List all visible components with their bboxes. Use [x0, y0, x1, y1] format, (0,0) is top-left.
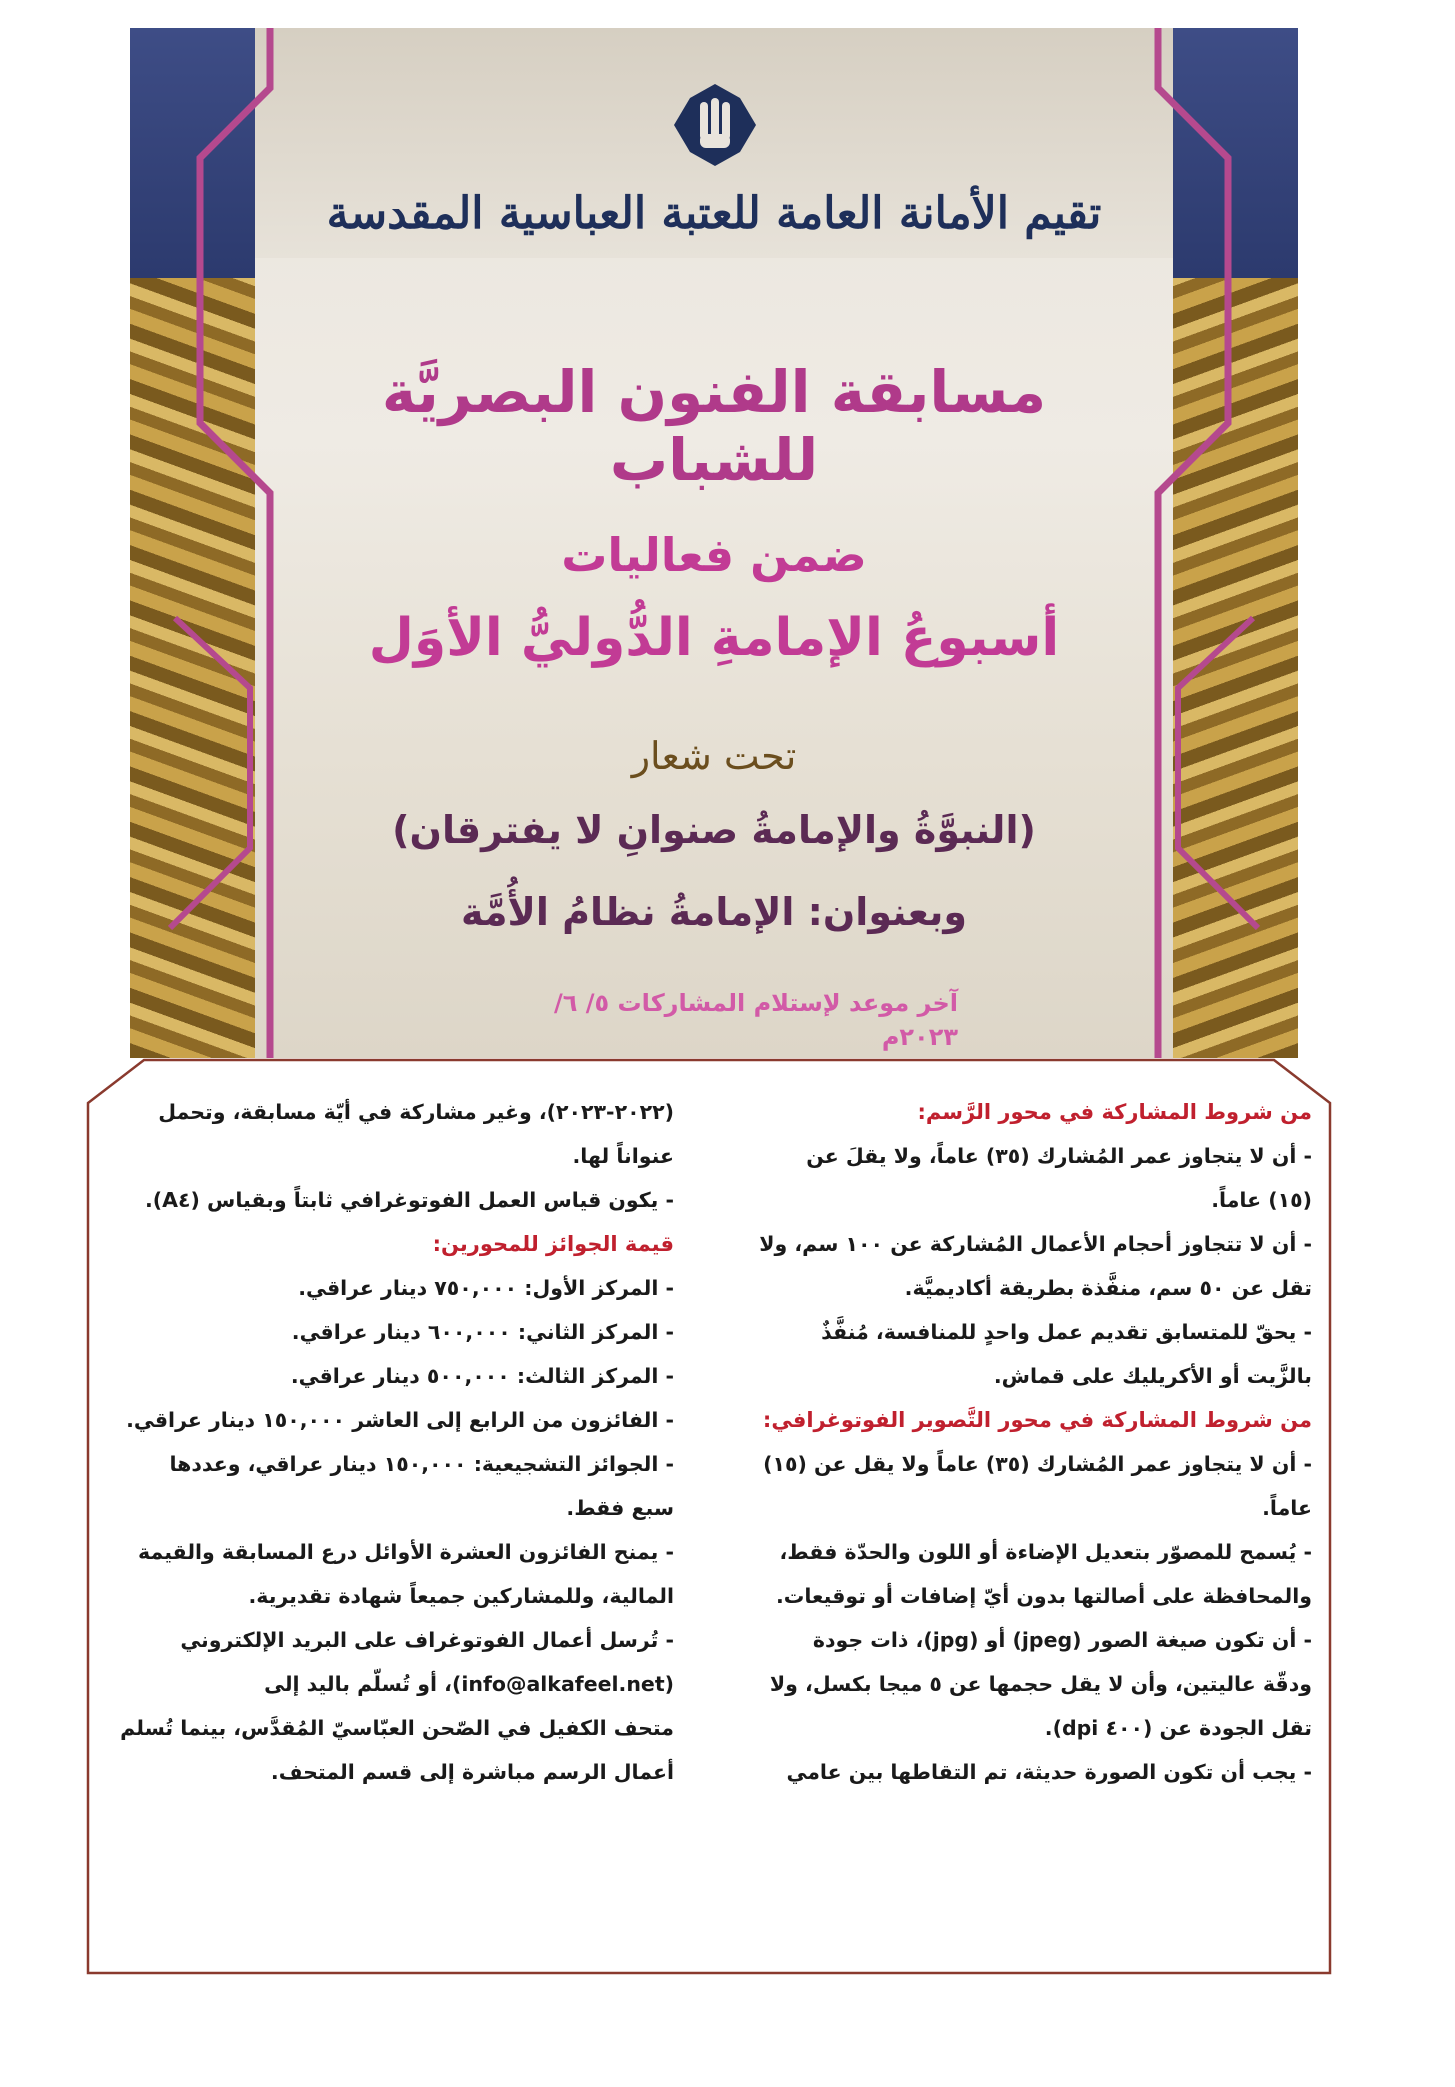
condition-line: - يمنح الفائزون العشرة الأوائل درع المسابقة والقيمة	[138, 1540, 674, 1564]
condition-line: - المركز الأول: ٧٥٠,٠٠٠ دينار عراقي.	[298, 1276, 674, 1300]
section-heading: من شروط المشاركة في محور التَّصوير الفوتوغرافي:	[762, 1408, 1312, 1432]
condition-line: - يحقّ للمتسابق تقديم عمل واحدٍ للمنافسة، مُنفَّذٌ	[821, 1320, 1312, 1344]
section-heading: من شروط المشاركة في محور الرَّسم:	[917, 1100, 1312, 1124]
condition-line: متحف الكفيل في الصّحن العبّاسيّ المُقدَّس، بينما تُسلم	[120, 1716, 674, 1740]
condition-line: - أن لا يتجاوز عمر المُشارك (٣٥) عاماً، ولا يقلَ عن	[806, 1144, 1312, 1168]
condition-line: بالزَّيت أو الأكريليك على قماش.	[993, 1364, 1312, 1388]
condition-line: - المركز الثالث: ٥٠٠,٠٠٠ دينار عراقي.	[290, 1364, 674, 1388]
right-column	[744, 1090, 1312, 1794]
condition-line: (١٥) عاماً.	[1211, 1188, 1312, 1212]
left-column	[106, 1090, 674, 1794]
subtitle-within: ضمن فعاليات	[561, 528, 867, 582]
condition-line: أعمال الرسم مباشرة إلى قسم المتحف.	[270, 1760, 674, 1784]
condition-line: - أن لا تتجاوز أحجام الأعمال المُشاركة عن ١٠٠ سم، ولا	[759, 1232, 1312, 1256]
condition-line: (٢٠٢٢-٢٠٢٣)، وغير مشاركة في أيّة مسابقة، وتحمل	[158, 1100, 674, 1124]
condition-line: (info@alkafeel.net)، أو تُسلّم باليد إلى	[264, 1672, 674, 1696]
condition-line: - الفائزون من الرابع إلى العاشر ١٥٠,٠٠٠ دينار عراقي.	[126, 1408, 674, 1432]
condition-line: - الجوائز التشجيعية: ١٥٠,٠٠٠ دينار عراقي، وعددها	[169, 1452, 674, 1476]
condition-line: تقل عن ٥٠ سم، منفَّذة بطريقة أكاديميَّة.	[904, 1276, 1312, 1300]
condition-line: - يُسمح للمصوّر بتعديل الإضاءة أو اللون والحدّة فقط،	[779, 1540, 1312, 1564]
page-title: مسابقة الفنون البصريَّة للشباب	[381, 358, 1047, 494]
frame-line-right	[1158, 28, 1228, 1058]
slogan-text: (النبوَّةُ والإمامةُ صنوانِ لا يفترقان)	[392, 808, 1036, 852]
condition-line: - أن لا يتجاوز عمر المُشارك (٣٥) عاماً ولا يقل عن (١٥)	[763, 1452, 1312, 1476]
section-heading: قيمة الجوائز للمحورين:	[432, 1232, 674, 1256]
condition-line: والمحافظة على أصالتها بدون أيّ إضافات أو توقيعات.	[775, 1584, 1312, 1608]
condition-line: - تُرسل أعمال الفوتوغراف على البريد الإلكتروني	[180, 1628, 674, 1652]
condition-line: ودقّة عاليتين، وأن لا يقل حجمها عن ٥ ميجا بكسل، ولا	[769, 1672, 1312, 1696]
deadline-date: آخر موعد لإستلام المشاركات ٥/ ٦/ ٢٠٢٣م	[554, 989, 958, 1051]
condition-line: - يجب أن تكون الصورة حديثة، تم التقاطها بين عامي	[786, 1760, 1312, 1784]
condition-line: عنواناً لها.	[572, 1144, 674, 1168]
conditions-content	[106, 1090, 1312, 1970]
condition-line: سبع فقط.	[566, 1496, 674, 1520]
condition-line: - المركز الثاني: ٦٠٠,٠٠٠ دينار عراقي.	[291, 1320, 674, 1344]
poster-banner	[130, 28, 1298, 1058]
header-organization: تقيم الأمانة العامة للعتبة العباسية المقدسة	[326, 188, 1102, 239]
condition-line: المالية، وللمشاركين جميعاً شهادة تقديرية.	[248, 1584, 674, 1608]
condition-line: عاماً.	[1262, 1496, 1312, 1520]
frame-bracket-right	[1178, 618, 1258, 928]
frame-bracket-left	[170, 618, 250, 928]
slogan-label: تحت شعار	[631, 734, 797, 778]
topic-text: وبعنوان: الإمامةُ نظامُ الأُمَّة	[460, 890, 967, 934]
subtitle-event: أسبوعُ الإمامةِ الدُّوليُّ الأوَل	[368, 608, 1060, 668]
frame-line-left	[200, 28, 270, 1058]
condition-line: - أن تكون صيغة الصور (jpeg) أو (jpg)، ذات جودة	[812, 1628, 1312, 1652]
condition-line: - يكون قياس العمل الفوتوغرافي ثابتاً وبقياس (A٤).	[144, 1188, 674, 1212]
hand-emblem-icon	[670, 80, 760, 170]
condition-line: تقل الجودة عن (٤٠٠ dpi).	[1044, 1716, 1312, 1740]
